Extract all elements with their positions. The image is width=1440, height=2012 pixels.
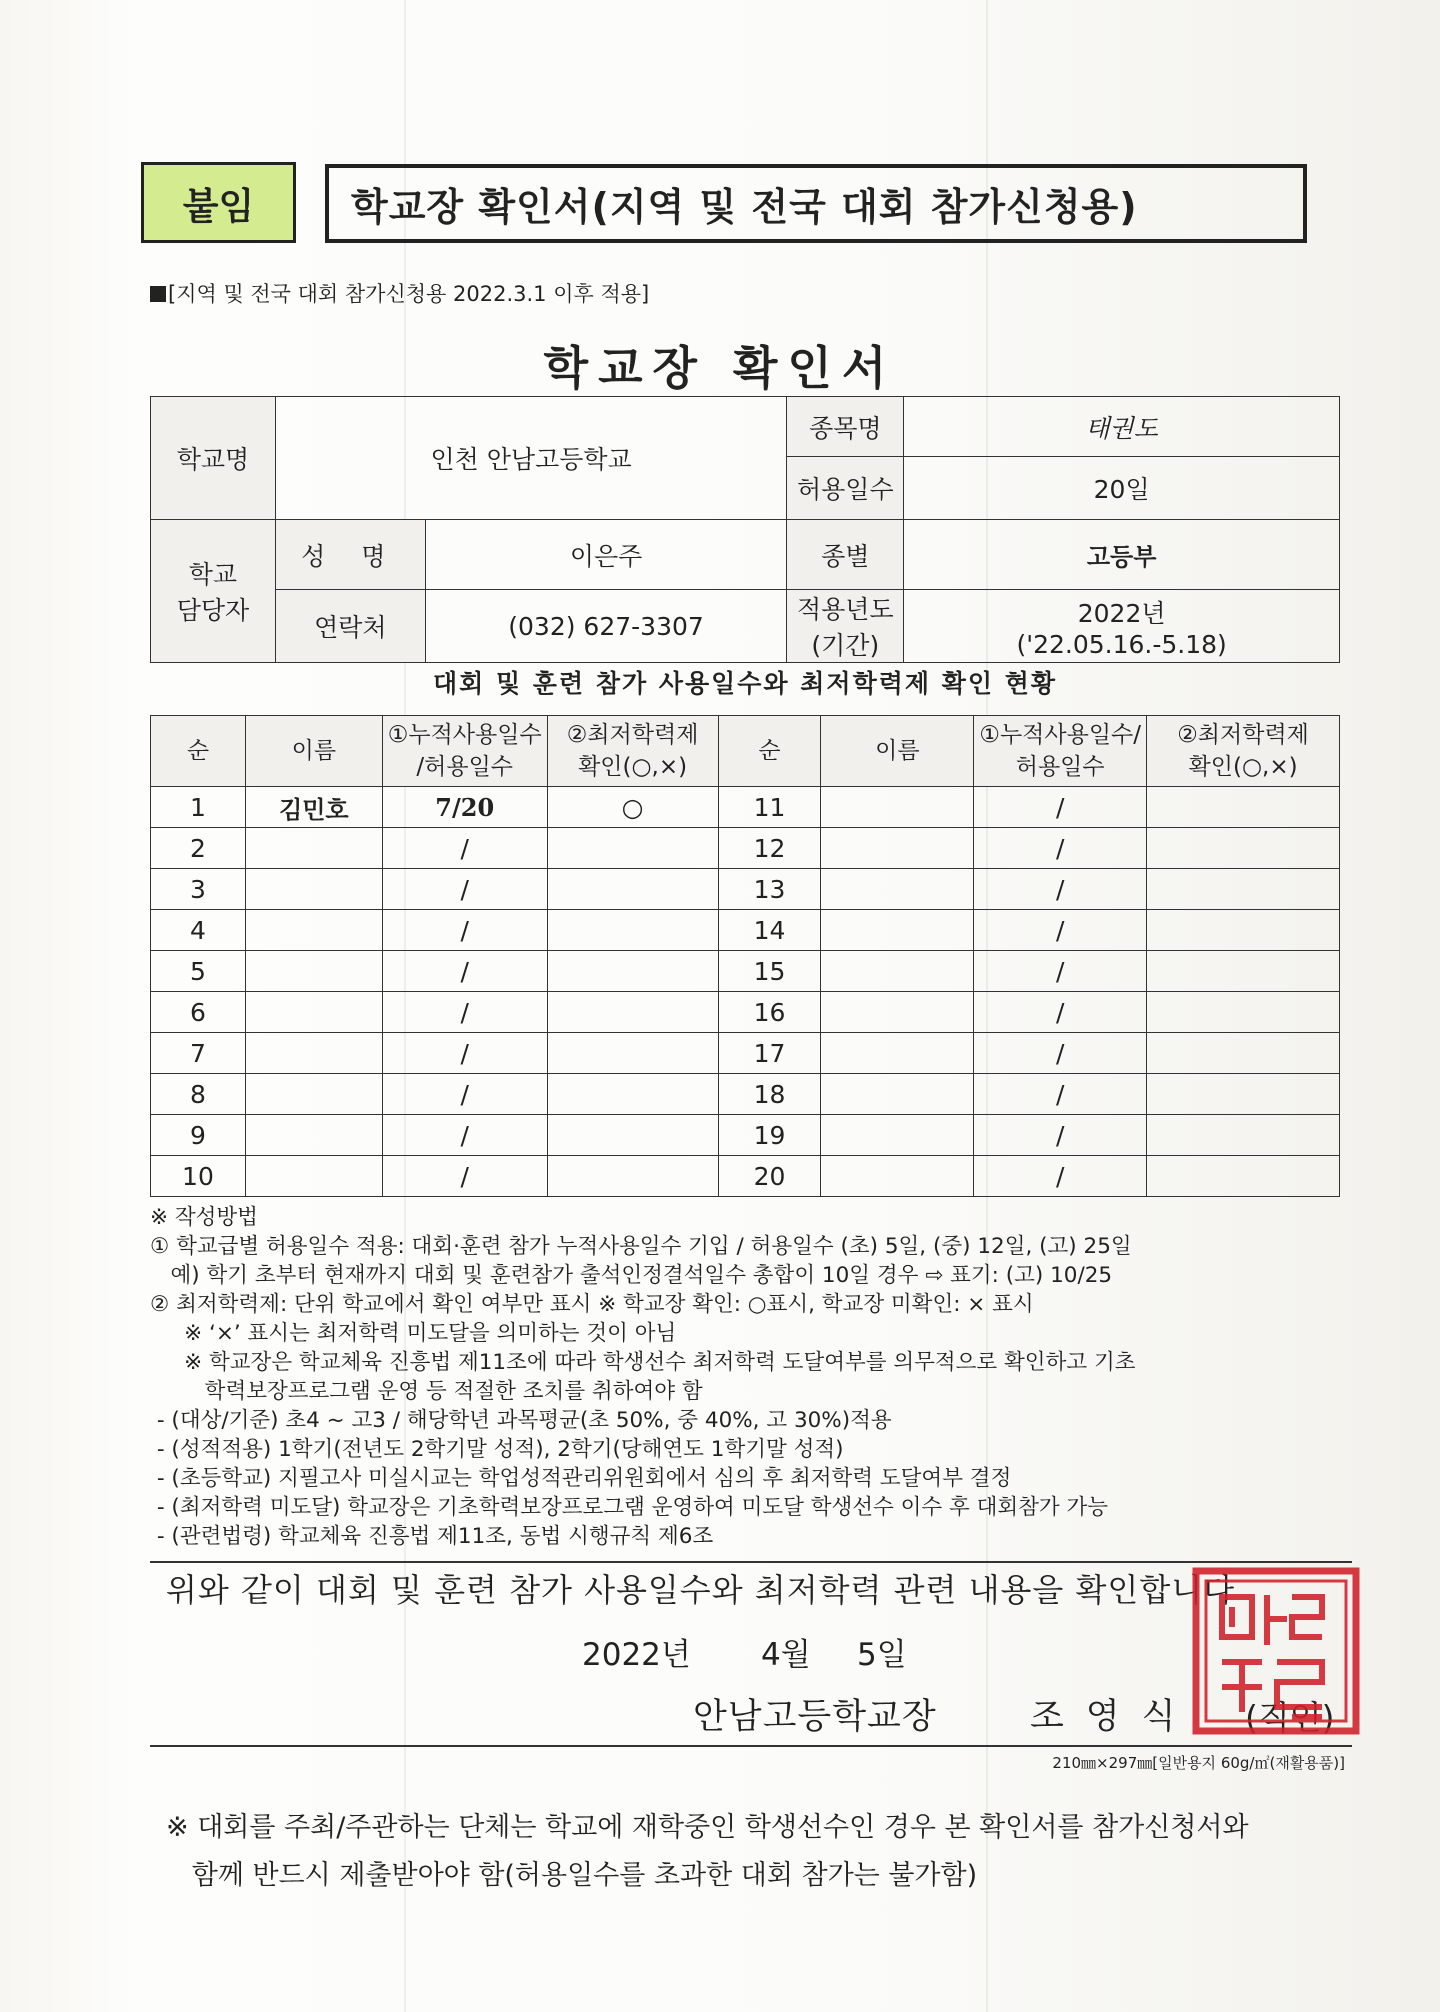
year-label bbox=[787, 590, 904, 663]
col-header-check bbox=[547, 716, 718, 787]
manager-label bbox=[151, 520, 276, 663]
year-value-2: ('22.05.16.-5.18) bbox=[1016, 629, 1227, 659]
row-days: / bbox=[382, 951, 547, 992]
bottom-note-line: 함께 반드시 제출받아야 함(허용일수를 초과한 대회 참가는 불가함) bbox=[166, 1860, 978, 1891]
school-value: 인천 안남고등학교 bbox=[275, 397, 786, 520]
row-no: 14 bbox=[718, 910, 821, 951]
name-value: 이은주 bbox=[425, 520, 787, 590]
col-header-days-right bbox=[974, 716, 1147, 787]
method-line: 예) 학기 초부터 현재까지 대회 및 훈련참가 출석인정결석일수 총합이 10일 경우 ⇨ 표기: (고) 10/25 bbox=[150, 1263, 1113, 1288]
row-no: 1 bbox=[151, 787, 246, 828]
row-days: / bbox=[974, 1156, 1147, 1197]
col-header-days-2: /허용일수 bbox=[416, 754, 514, 780]
sport-value: 태권도 bbox=[904, 397, 1340, 457]
principal-name: 조영식 bbox=[1030, 1697, 1198, 1737]
gender-value: 고등부 bbox=[904, 520, 1340, 590]
row-name bbox=[245, 951, 382, 992]
row-days: / bbox=[382, 910, 547, 951]
row-days: / bbox=[382, 869, 547, 910]
row-no: 19 bbox=[718, 1115, 821, 1156]
table-row bbox=[151, 869, 1340, 910]
row-name bbox=[245, 1033, 382, 1074]
sport-label: 종목명 bbox=[787, 397, 904, 457]
row-no: 7 bbox=[151, 1033, 246, 1074]
row-no: 16 bbox=[718, 992, 821, 1033]
row-check bbox=[1147, 869, 1340, 910]
row-check bbox=[1147, 1156, 1340, 1197]
method-line: ※ 학교장은 학교체육 진흥법 제11조에 따라 학생선수 최저학력 도달여부를 의무적으로 확인하고 기초 bbox=[150, 1350, 1136, 1375]
row-no: 18 bbox=[718, 1074, 821, 1115]
divider bbox=[150, 1745, 1352, 1747]
row-days: / bbox=[974, 992, 1147, 1033]
table-row bbox=[151, 992, 1340, 1033]
row-days: / bbox=[382, 828, 547, 869]
row-check bbox=[1147, 1074, 1340, 1115]
row-check bbox=[547, 1156, 718, 1197]
row-days: / bbox=[974, 910, 1147, 951]
manager-label-1: 학교 bbox=[188, 560, 238, 589]
table-row bbox=[151, 787, 1340, 828]
row-days: / bbox=[382, 1115, 547, 1156]
allowed-label: 허용일수 bbox=[787, 457, 904, 520]
allowed-value: 20일 bbox=[904, 457, 1340, 520]
year-value bbox=[904, 590, 1340, 663]
participation-table bbox=[150, 715, 1340, 1197]
year-label-1: 적용년도 bbox=[797, 595, 894, 624]
col-header-check-1: ②최저학력제 bbox=[566, 722, 699, 748]
row-days: / bbox=[974, 951, 1147, 992]
col-header-days bbox=[382, 716, 547, 787]
col-header-check-right-2: 확인(○,×) bbox=[1188, 754, 1298, 780]
row-no: 6 bbox=[151, 992, 246, 1033]
principal-title: 안남고등학교장 bbox=[693, 1697, 937, 1737]
contact-value: (032) 627-3307 bbox=[425, 590, 787, 663]
row-days: / bbox=[382, 1033, 547, 1074]
seal-label: (직인) bbox=[1245, 1698, 1335, 1737]
row-name bbox=[821, 869, 974, 910]
table-row bbox=[151, 828, 1340, 869]
col-header-name: 이름 bbox=[245, 716, 382, 787]
table-row bbox=[151, 1156, 1340, 1197]
row-no: 10 bbox=[151, 1156, 246, 1197]
row-check bbox=[547, 910, 718, 951]
row-no: 5 bbox=[151, 951, 246, 992]
date-year: 2022년 bbox=[582, 1637, 691, 1673]
row-check bbox=[547, 992, 718, 1033]
row-no: 17 bbox=[718, 1033, 821, 1074]
row-check: ○ bbox=[547, 787, 718, 828]
date-day: 5일 bbox=[857, 1637, 907, 1673]
method-line: - (대상/기준) 초4 ~ 고3 / 해당학년 과목평균(초 50%, 중 40%, 고 30%)적용 bbox=[150, 1408, 892, 1433]
method-line: - (초등학교) 지필고사 미실시교는 학업성적관리위원회에서 심의 후 최저학력 도달여부 결정 bbox=[150, 1466, 1012, 1491]
official-seal-stamp bbox=[1192, 1567, 1360, 1735]
row-name bbox=[821, 1156, 974, 1197]
info-table bbox=[150, 396, 1340, 663]
col-header-no-right: 순 bbox=[718, 716, 821, 787]
row-check bbox=[547, 828, 718, 869]
table-row bbox=[151, 910, 1340, 951]
row-name bbox=[821, 787, 974, 828]
row-no: 2 bbox=[151, 828, 246, 869]
row-check bbox=[1147, 787, 1340, 828]
row-check bbox=[547, 1074, 718, 1115]
method-line: - (최저학력 미도달) 학교장은 기초학력보장프로그램 운영하여 미도달 학생선수 이수 후 대회참가 가능 bbox=[150, 1495, 1109, 1520]
row-days: / bbox=[974, 787, 1147, 828]
row-no: 15 bbox=[718, 951, 821, 992]
row-name bbox=[821, 1115, 974, 1156]
col-header-check-right-1: ②최저학력제 bbox=[1177, 722, 1309, 748]
row-no: 8 bbox=[151, 1074, 246, 1115]
row-name bbox=[245, 992, 382, 1033]
row-days: / bbox=[382, 1074, 547, 1115]
row-days: / bbox=[382, 1156, 547, 1197]
writing-method bbox=[150, 1203, 1350, 1551]
gender-label: 종별 bbox=[787, 520, 904, 590]
divider bbox=[150, 1561, 1352, 1563]
attachment-badge: 붙임 bbox=[141, 162, 296, 243]
row-check bbox=[1147, 828, 1340, 869]
col-header-check-2: 확인(○,×) bbox=[578, 754, 688, 780]
row-name: 김민호 bbox=[245, 787, 382, 828]
row-check bbox=[1147, 1033, 1340, 1074]
school-label: 학교명 bbox=[151, 397, 276, 520]
row-days: 7/20 bbox=[382, 787, 547, 828]
notice-top bbox=[150, 278, 649, 308]
date-month: 4월 bbox=[761, 1637, 811, 1673]
row-name bbox=[821, 992, 974, 1033]
table-title: 대회 및 훈련 참가 사용일수와 최저학력제 확인 현황 bbox=[432, 669, 1058, 698]
row-name bbox=[245, 869, 382, 910]
bottom-note bbox=[166, 1804, 1249, 1900]
row-check bbox=[1147, 910, 1340, 951]
row-days: / bbox=[382, 992, 547, 1033]
method-line: 학력보장프로그램 운영 등 적절한 조치를 취하여야 함 bbox=[150, 1379, 703, 1404]
year-label-2: (기간) bbox=[811, 631, 880, 660]
contact-label: 연락처 bbox=[275, 590, 425, 663]
row-name bbox=[245, 828, 382, 869]
row-no: 12 bbox=[718, 828, 821, 869]
row-check bbox=[1147, 1115, 1340, 1156]
document-title: 학교장 확인서 bbox=[543, 341, 897, 395]
row-name bbox=[821, 828, 974, 869]
row-no: 3 bbox=[151, 869, 246, 910]
row-name bbox=[821, 1033, 974, 1074]
row-no: 11 bbox=[718, 787, 821, 828]
method-line: ① 학교급별 허용일수 적용: 대회·훈련 참가 누적사용일수 기입 / 허용일수 (초) 5일, (중) 12일, (고) 25일 bbox=[150, 1234, 1132, 1259]
row-days: / bbox=[974, 869, 1147, 910]
row-name bbox=[821, 1074, 974, 1115]
method-line: ※ 작성방법 bbox=[150, 1205, 258, 1230]
row-no: 20 bbox=[718, 1156, 821, 1197]
row-name bbox=[245, 1074, 382, 1115]
col-header-days-right-2: 허용일수 bbox=[1015, 754, 1105, 780]
row-check bbox=[547, 951, 718, 992]
row-no: 13 bbox=[718, 869, 821, 910]
row-check bbox=[1147, 951, 1340, 992]
manager-label-2: 담당자 bbox=[176, 596, 250, 625]
row-check bbox=[1147, 992, 1340, 1033]
method-line: - (성적적용) 1학기(전년도 2학기말 성적), 2학기(당해연도 1학기말 성적) bbox=[150, 1437, 844, 1462]
paper-spec: 210㎜×297㎜[일반용지 60g/㎡(재활용품)] bbox=[1052, 1754, 1345, 1772]
table-row bbox=[151, 1074, 1340, 1115]
col-header-days-1: ①누적사용일수 bbox=[387, 722, 542, 748]
row-name bbox=[245, 1156, 382, 1197]
col-header-name-right: 이름 bbox=[821, 716, 974, 787]
table-row bbox=[151, 1033, 1340, 1074]
row-name bbox=[245, 910, 382, 951]
confirm-statement: 위와 같이 대회 및 훈련 참가 사용일수와 최저학력 관련 내용을 확인합니다 bbox=[166, 1571, 1236, 1609]
table-row bbox=[151, 951, 1340, 992]
row-days: / bbox=[974, 1115, 1147, 1156]
header-title: 학교장 확인서(지역 및 전국 대회 참가신청용) bbox=[325, 164, 1307, 243]
col-header-days-right-1: ①누적사용일수/ bbox=[979, 722, 1142, 748]
row-name bbox=[245, 1115, 382, 1156]
row-check bbox=[547, 1033, 718, 1074]
row-days: / bbox=[974, 1033, 1147, 1074]
row-name bbox=[821, 910, 974, 951]
year-value-1: 2022년 bbox=[1077, 598, 1166, 628]
row-name bbox=[821, 951, 974, 992]
row-no: 9 bbox=[151, 1115, 246, 1156]
method-line: - (관련법령) 학교체육 진흥법 제11조, 동법 시행규칙 제6조 bbox=[150, 1524, 714, 1549]
table-row bbox=[151, 1115, 1340, 1156]
method-line: ※ ‘×’ 표시는 최저학력 미도달을 의미하는 것이 아님 bbox=[150, 1321, 677, 1346]
row-check bbox=[547, 869, 718, 910]
notice-top-text: [지역 및 전국 대회 참가신청용 2022.3.1 이후 적용] bbox=[168, 282, 650, 306]
name-label: 성 명 bbox=[275, 520, 425, 590]
method-line: ② 최저학력제: 단위 학교에서 확인 여부만 표시 ※ 학교장 확인: ○표시, 학교장 미확인: × 표시 bbox=[150, 1292, 1034, 1317]
row-days: / bbox=[974, 828, 1147, 869]
bottom-note-line: ※ 대회를 주최/주관하는 단체는 학교에 재학중인 학생선수인 경우 본 확인서를 참가신청서와 bbox=[166, 1812, 1249, 1843]
col-header-no: 순 bbox=[151, 716, 246, 787]
row-check bbox=[547, 1115, 718, 1156]
col-header-check-right bbox=[1147, 716, 1340, 787]
row-no: 4 bbox=[151, 910, 246, 951]
row-days: / bbox=[974, 1074, 1147, 1115]
square-bullet-icon bbox=[150, 286, 166, 302]
